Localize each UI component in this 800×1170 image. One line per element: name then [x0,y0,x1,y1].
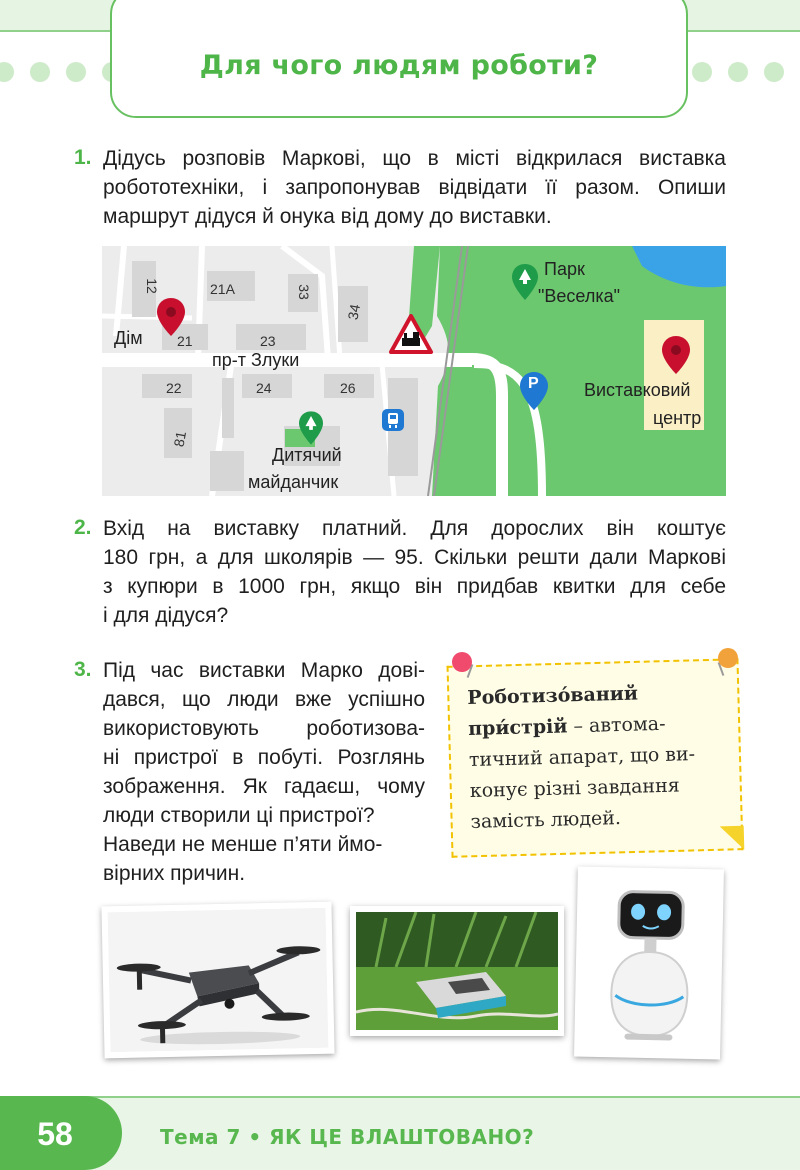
map-label-park-2: "Веселка" [538,286,620,306]
definition-line: тичний апарат, що ви- [468,743,696,771]
map-graphic [102,246,726,496]
pushpin-orange-icon [718,648,738,668]
map-label-home: Дім [114,328,143,348]
definition-line: замість людей. [470,807,622,833]
topic-title: Тема 7 • ЯК ЦЕ ВЛАШТОВАНО? [160,1125,535,1149]
map-label-expo-2: центр [653,408,702,428]
house-number: 21А [210,281,235,297]
drone-photo [101,902,334,1059]
map-label-park-1: Парк [544,259,585,279]
house-number: 81 [170,429,190,449]
map-label-expo-1: Виставковий [584,380,691,400]
task-2-line: і для дідуся? [103,604,229,627]
house-number: 22 [166,380,182,396]
task-1-line: Дідусь розповів Маркові, що в місті відкрилася виставка [103,147,726,170]
lawn-mower-photo [350,906,564,1036]
definition-text [467,676,733,838]
page-title: Для чого людям роботи? [199,50,599,81]
playground-tree-icon [299,411,323,445]
task-2-number: 2. [74,516,92,539]
task-3-line: ні пристрої в побуті. Розглянь [103,746,425,769]
route-map [102,246,726,496]
home-pin-icon [157,298,185,336]
home-robot-icon [580,873,718,1054]
house-number: 21 [177,333,193,349]
house-number: 26 [340,380,356,396]
definition-line: конує різні завдання [469,774,680,802]
task-3-line: Під час виставки Марко дові- [103,659,425,682]
task-2-line: 180 грн, а для школярів — 95. Скільки решти дали Маркові [103,546,726,569]
task-3-line: люди створили ці пристрої? [103,804,375,827]
transit-stop-icon [382,409,404,431]
map-label-street: пр-т Злуки [212,350,300,370]
definition-term-line-2: при́стрій [467,715,568,740]
decorative-dots-right [692,62,800,82]
task-2-text [103,514,726,630]
house-number: 33 [295,284,312,300]
footer-line [0,1096,800,1098]
map-label-playground-1: Дитячий [272,445,342,465]
task-3-text [103,656,425,888]
park-tree-icon [512,264,538,300]
house-number: 12 [143,278,160,294]
house-number: 34 [344,302,364,322]
expo-pin-icon [662,336,690,374]
task-3-line: дався, що люди вже успішно [103,688,425,711]
page-number: 58 [37,1116,73,1152]
task-1-line: маршрут дідуся й онука від дому до виставки. [103,205,552,228]
task-2-line: Вхід на виставку платний. Для дорослих він коштує [103,517,726,540]
map-label-playground-2: майданчик [248,472,339,492]
drone-icon [108,908,329,1053]
task-2-line: з купюри в 1000 грн, якщо він придбав квитки для себе [103,575,726,598]
task-3-line: вірних причин. [103,862,246,885]
house-number: 23 [260,333,276,349]
pushpin-pink-icon [452,652,472,672]
task-1-line: робототехніки, і запропонував відвідати її разом. Опиши [103,176,726,199]
task-3-number: 3. [74,658,92,681]
task-3-line: Наведи не менше п’яти ймо- [103,833,383,856]
railway-crossing-icon [389,314,433,354]
robotic-lawn-mower-icon [356,912,558,1030]
definition-term-line-1: Роботизо́ваний [467,682,639,709]
task-1-text [103,144,726,231]
house-number: 24 [256,380,272,396]
definition-line: – автома- [567,712,666,738]
task-3-line: використовують роботизова- [103,717,425,740]
task-1-number: 1. [74,146,92,169]
home-robot-photo [574,866,724,1059]
task-3-line: зображення. Як гадаєш, чому [103,775,425,798]
parking-label: P [528,375,539,392]
